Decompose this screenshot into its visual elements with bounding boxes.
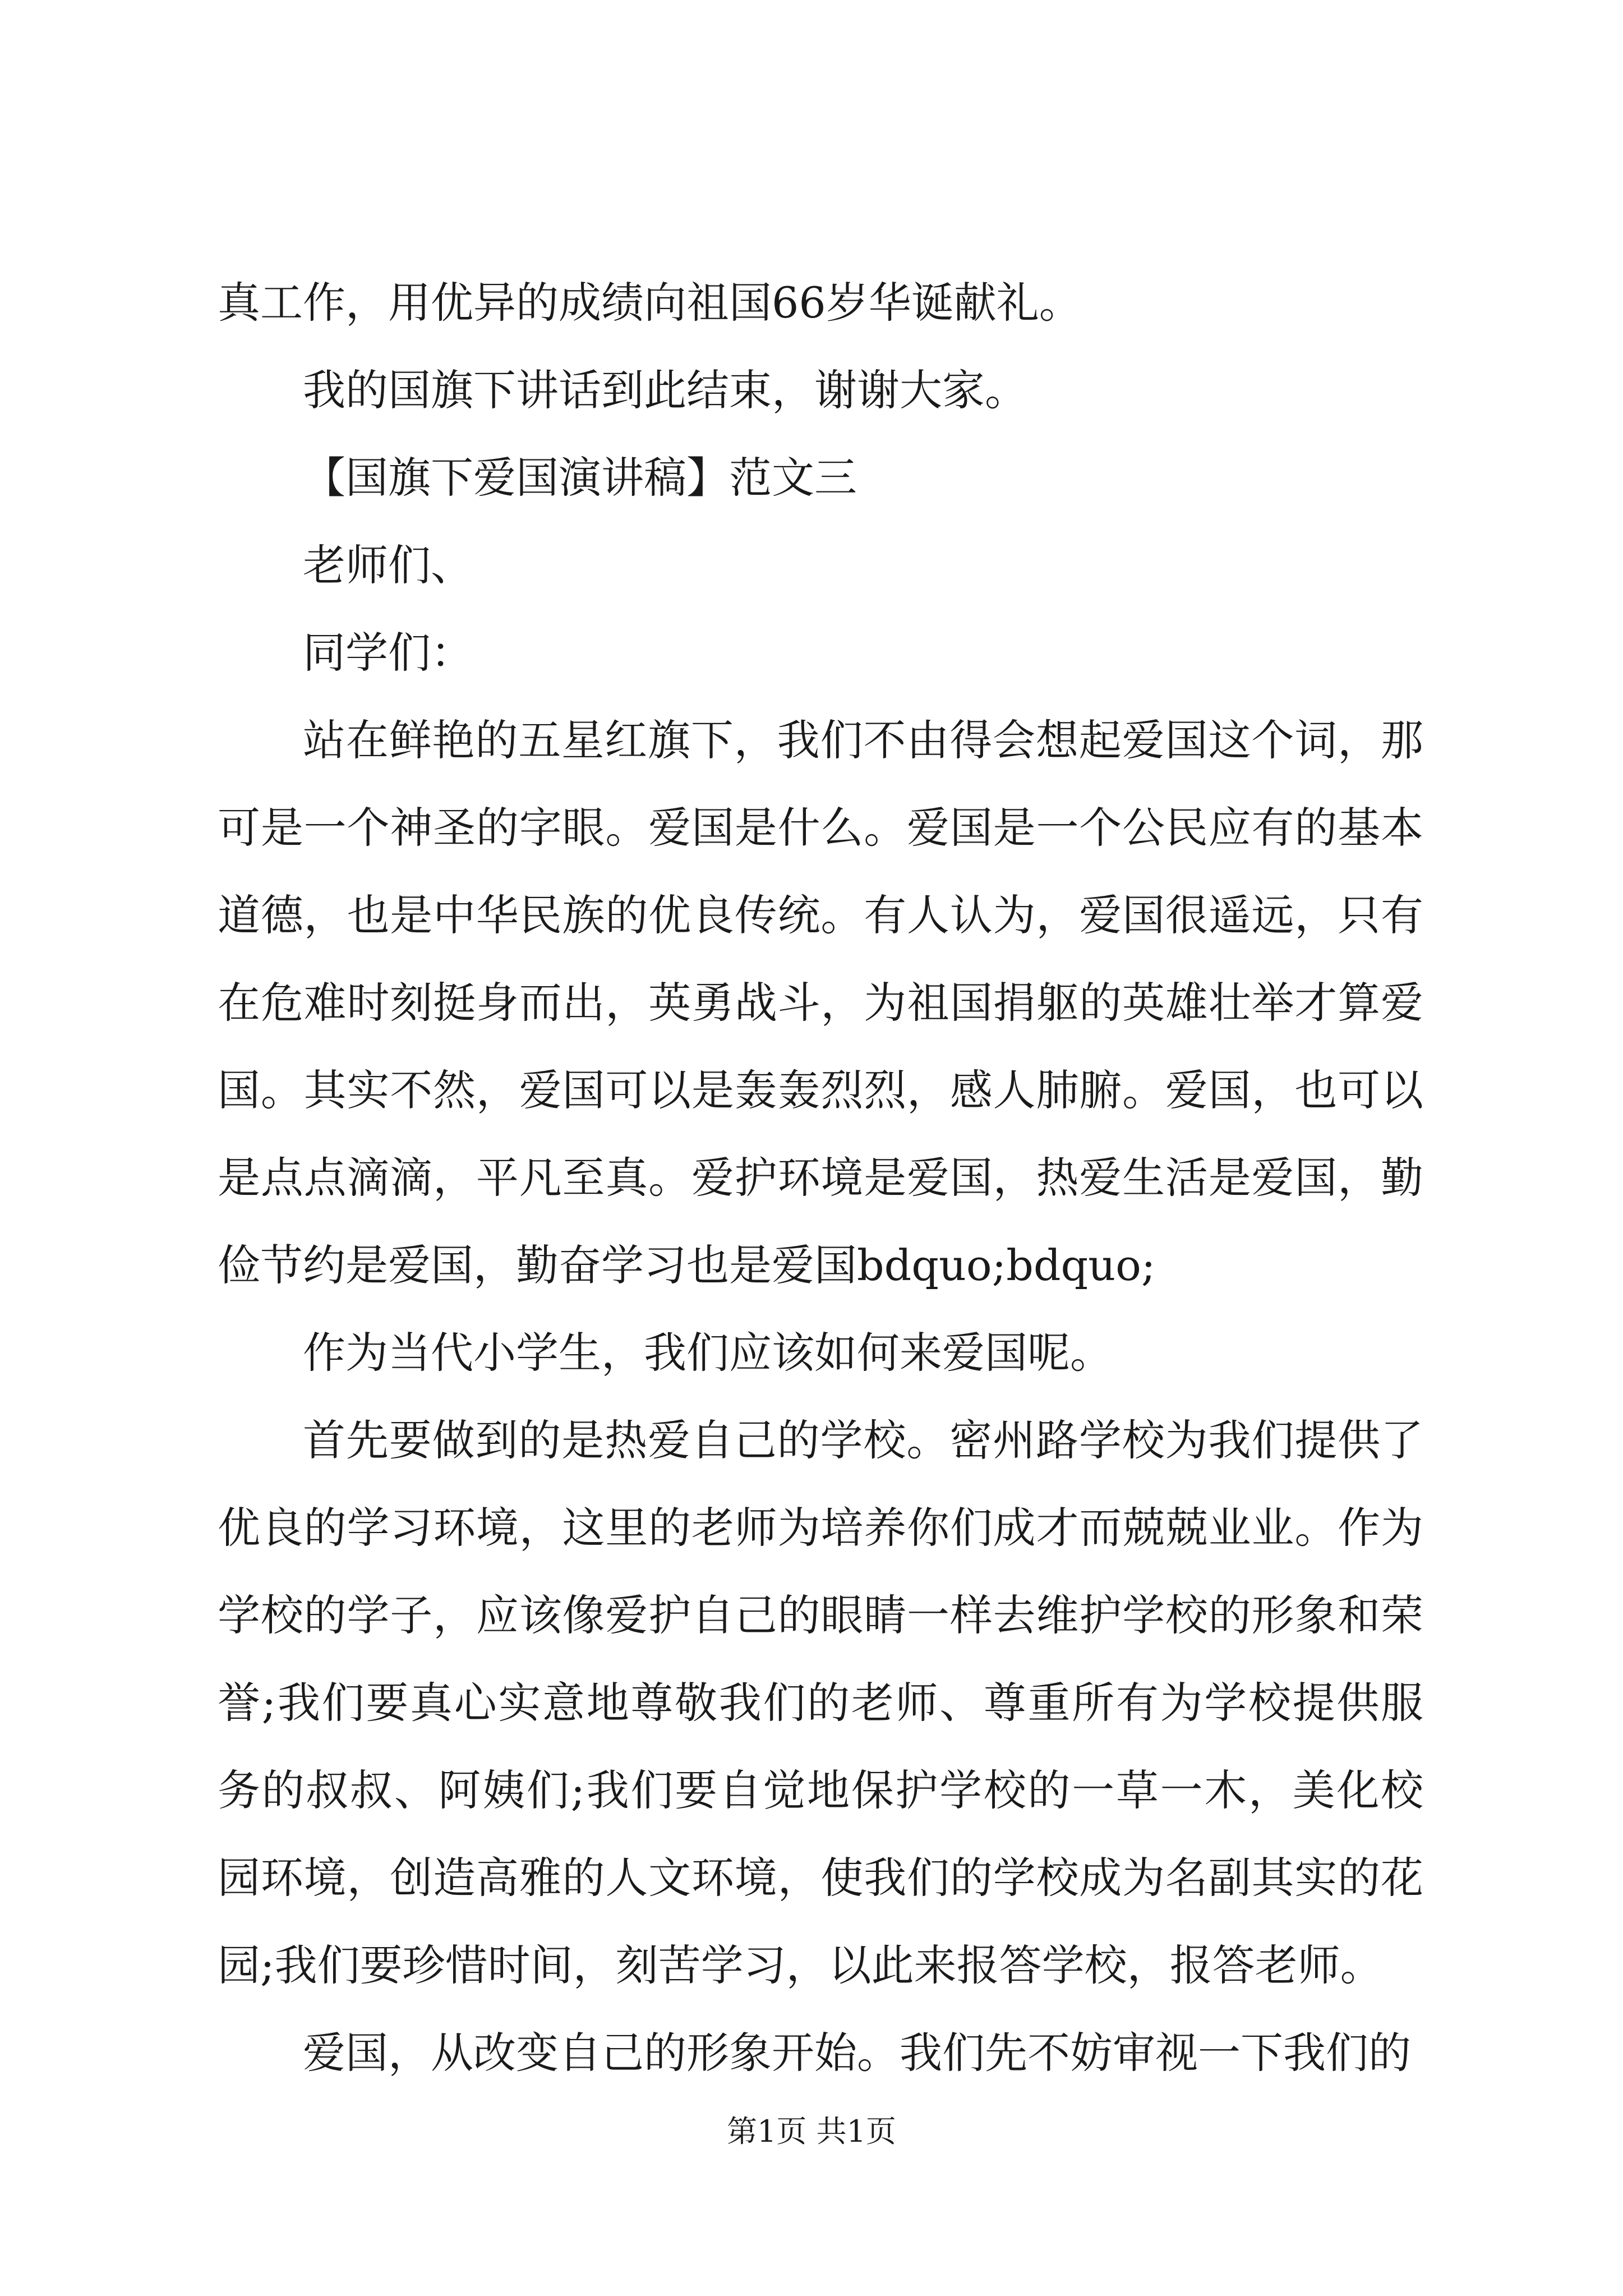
salutation-teachers: 老师们、 [303,540,473,590]
document-body [218,259,1423,2097]
paragraph-8: 首先要做到的是热爱自己的学校。密州路学校为我们提供了优良的学习环境，这里的老师为培养你们成才而兢兢业业。作为学校的学子，应该像爱护自己的眼睛一样去维护学校的形象和荣誉;我们要真心实意地尊敬我们的老师、尊重所有为学校提供服务的叔叔、阿姨们;我们要自觉地保护学校的一草一木，美化校园环境，创造高雅的人文环境，使我们的学校成为名副其实的花园;我们要珍惜时间，刻苦学习，以此来报答学校，报答老师。 [218,1415,1423,1990]
paragraph-2: 我的国旗下讲话到此结束，谢谢大家。 [303,365,1027,415]
page-footer: 第1页 共1页 [727,2114,896,2149]
section-heading: 【国旗下爱国演讲稿】范文三 [303,453,857,503]
paragraph-9: 爱国，从改变自己的形象开始。我们先不妨审视一下我们的 [303,2028,1411,2078]
paragraph-6: 站在鲜艳的五星红旗下，我们不由得会想起爱国这个词，那可是一个神圣的字眼。爱国是什么。爱国是一个公民应有的基本道德，也是中华民族的优良传统。有人认为，爱国很遥远，只有在危难时刻挺身而出，英勇战斗，为祖国捐躯的英雄壮举才算爱国。其实不然，爱国可以是轰轰烈烈，感人肺腑。爱国，也可以是点点滴滴，平凡至真。爱护环境是爱国，热爱生活是爱国，勤俭节约是爱国，勤奋学习也是爱国bdquo;bdquo; [218,715,1423,1290]
paragraph-7: 作为当代小学生，我们应该如何来爱国呢。 [303,1328,1113,1378]
paragraph-1: 真工作，用优异的成绩向祖国66岁华诞献礼。 [218,278,1082,328]
salutation-students: 同学们： [303,628,473,678]
